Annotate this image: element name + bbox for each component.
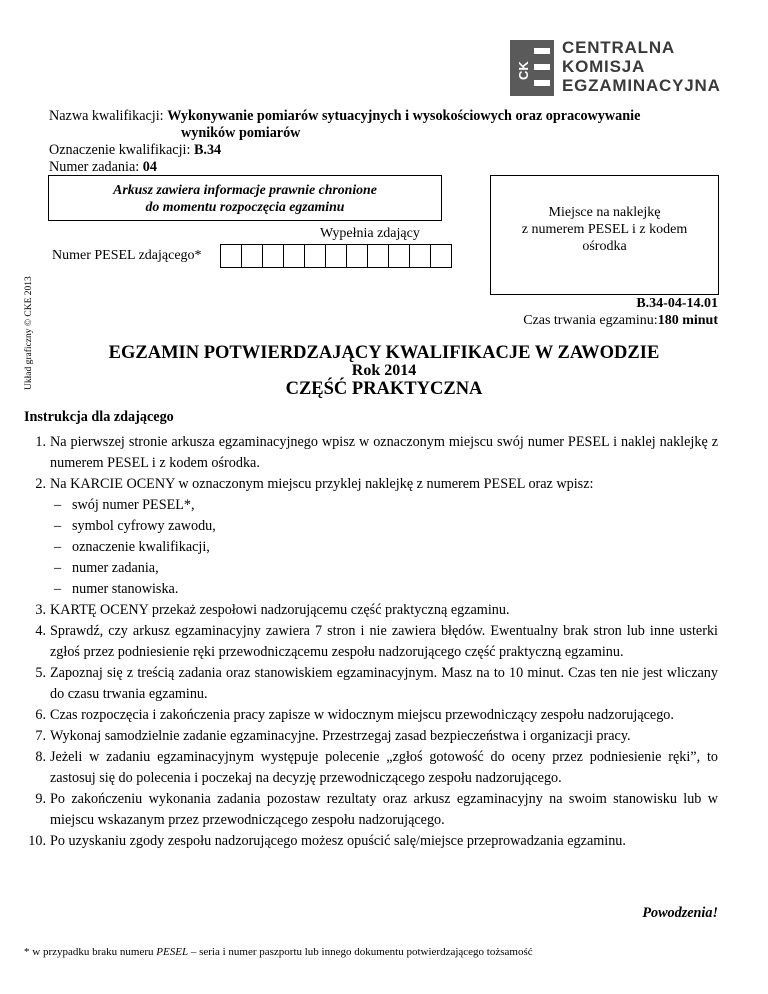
instruction-item: 5. Zapoznaj się z treścią zadania oraz stanowiskiem egzaminacyjnym. Masz na to 10 minut. Czas ten nie jest wliczany do czasu trwania egzaminu. (35, 665, 718, 702)
exam-year: Rok 2014 (351, 362, 417, 379)
sub-item: – oznaczenie kwalifikacji, (50, 537, 718, 558)
task-number: Numer zadania: 04 (49, 159, 157, 175)
instruction-item: 1. Na pierwszej stronie arkusza egzaminacyjnego wpisz w oznaczonym miejscu swój numer PESEL i naklej naklejkę z numerem PESEL i z kodem ośrodka. (35, 434, 718, 471)
sub-item: – swój numer PESEL*, (50, 495, 718, 516)
pesel-cell[interactable] (241, 244, 263, 268)
logo-line-3: EGZAMINACYJNA (562, 76, 721, 95)
secure-notice-box (48, 175, 442, 221)
exam-title: EGZAMIN POTWIERDZAJĄCY KWALIFIKACJE W ZAWODZIE (108, 343, 660, 363)
sub-item: – symbol cyfrowy zawodu, (50, 516, 718, 537)
pesel-cell[interactable] (220, 244, 242, 268)
secure-notice-line-1: Arkusz zawiera informacje prawnie chronione (113, 182, 377, 197)
sticker-placeholder-box (490, 175, 719, 295)
pesel-cell[interactable] (346, 244, 368, 268)
logo-line-2: KOMISJA (562, 57, 646, 76)
cke-logo (510, 38, 721, 96)
instructions-heading: Instrukcja dla zdającego (24, 409, 174, 425)
logo-line-1: CENTRALNA (562, 38, 675, 57)
logo-name (562, 38, 721, 95)
pesel-cell[interactable] (262, 244, 284, 268)
instruction-item: 2. Na KARCIE OCENY w oznaczonym miejscu przyklej naklejkę z numerem PESEL oraz wpisz: – swój numer PESEL*, – symbol cyfrowy zawodu, – oznaczenie kwalifikacji, – numer zadania, – numer stanowiska. (24, 474, 718, 600)
logo-mark-text: CK (516, 61, 531, 80)
qualification-name-cont: wyników pomiarów (181, 125, 301, 141)
pesel-input-grid[interactable] (220, 244, 452, 268)
exam-part: CZĘŚĆ PRAKTYCZNA (285, 379, 483, 399)
good-luck: Powodzenia! (642, 905, 718, 921)
pesel-cell[interactable] (325, 244, 347, 268)
sub-item: – numer zadania, (50, 558, 718, 579)
cke-logo-mark (510, 40, 554, 96)
sub-item: – numer stanowiska. (50, 579, 718, 600)
pesel-cell[interactable] (430, 244, 452, 268)
pesel-label: Numer PESEL zdającego* (52, 248, 202, 263)
instruction-item: 6. Czas rozpoczęcia i zakończenia pracy zapisze w widocznym miejscu przewodniczący zespołu nadzorującego. (35, 707, 674, 723)
instructions-list (24, 432, 718, 852)
instruction-item: 3. KARTĘ OCENY przekaż zespołowi nadzorującemu część praktyczną egzaminu. (35, 602, 510, 618)
pesel-cell[interactable] (409, 244, 431, 268)
pesel-cell[interactable] (304, 244, 326, 268)
exam-code: B.34-04-14.01 (636, 296, 718, 311)
footnote: * w przypadku braku numeru PESEL – seria i numer paszportu lub innego dokumentu potwierdzającego tożsamość (24, 946, 533, 958)
instruction-item: 7. Wykonaj samodzielnie zadanie egzaminacyjne. Przestrzegaj zasad bezpieczeństwa i organizacji pracy. (35, 728, 631, 744)
sticker-line-1: Miejsce na naklejkę (548, 205, 661, 220)
instruction-item: 8. Jeżeli w zadaniu egzaminacyjnym występuje polecenie „zgłoś gotowość do oceny przez podniesienie ręki”, to zastosuj się do polecenia i poczekaj na decyzję przewodniczącego zespołu nadzorującego. (35, 749, 718, 786)
sticker-line-3: ośrodka (582, 239, 627, 254)
instruction-item: 10. Po uzyskaniu zgody zespołu nadzorującego możesz opuścić salę/miejsce przeprowadzania egzaminu. (28, 833, 626, 849)
pesel-cell[interactable] (283, 244, 305, 268)
secure-notice-line-2: do momentu rozpoczęcia egzaminu (145, 199, 345, 214)
pesel-cell[interactable] (367, 244, 389, 268)
qualification-name: Nazwa kwalifikacji: Wykonywanie pomiarów sytuacyjnych i wysokościowych oraz opracowywanie (49, 108, 641, 124)
filled-by-label: Wypełnia zdający (320, 226, 420, 241)
layout-credit: Układ graficzny © CKE 2013 (24, 276, 34, 390)
instruction-item: 9. Po zakończeniu wykonania zadania pozostaw rezultaty oraz arkusz egzaminacyjny na swoim stanowisku lub w miejscu wskazanym przez przewodniczącego zespołu nadzorującego. (35, 791, 718, 828)
qualification-code: Oznaczenie kwalifikacji: B.34 (49, 142, 222, 158)
exam-duration: Czas trwania egzaminu:180 minut (523, 313, 718, 328)
pesel-cell[interactable] (388, 244, 410, 268)
instruction-item: 4. Sprawdź, czy arkusz egzaminacyjny zawiera 7 stron i nie zawiera błędów. Ewentualny brak stron lub inne usterki zgłoś przez podniesienie ręki przewodniczącemu zespołu nadzorującego część praktyczną egzaminu. (35, 623, 718, 660)
sticker-line-2: z numerem PESEL i z kodem (521, 222, 688, 237)
instruction-sublist (50, 495, 718, 600)
